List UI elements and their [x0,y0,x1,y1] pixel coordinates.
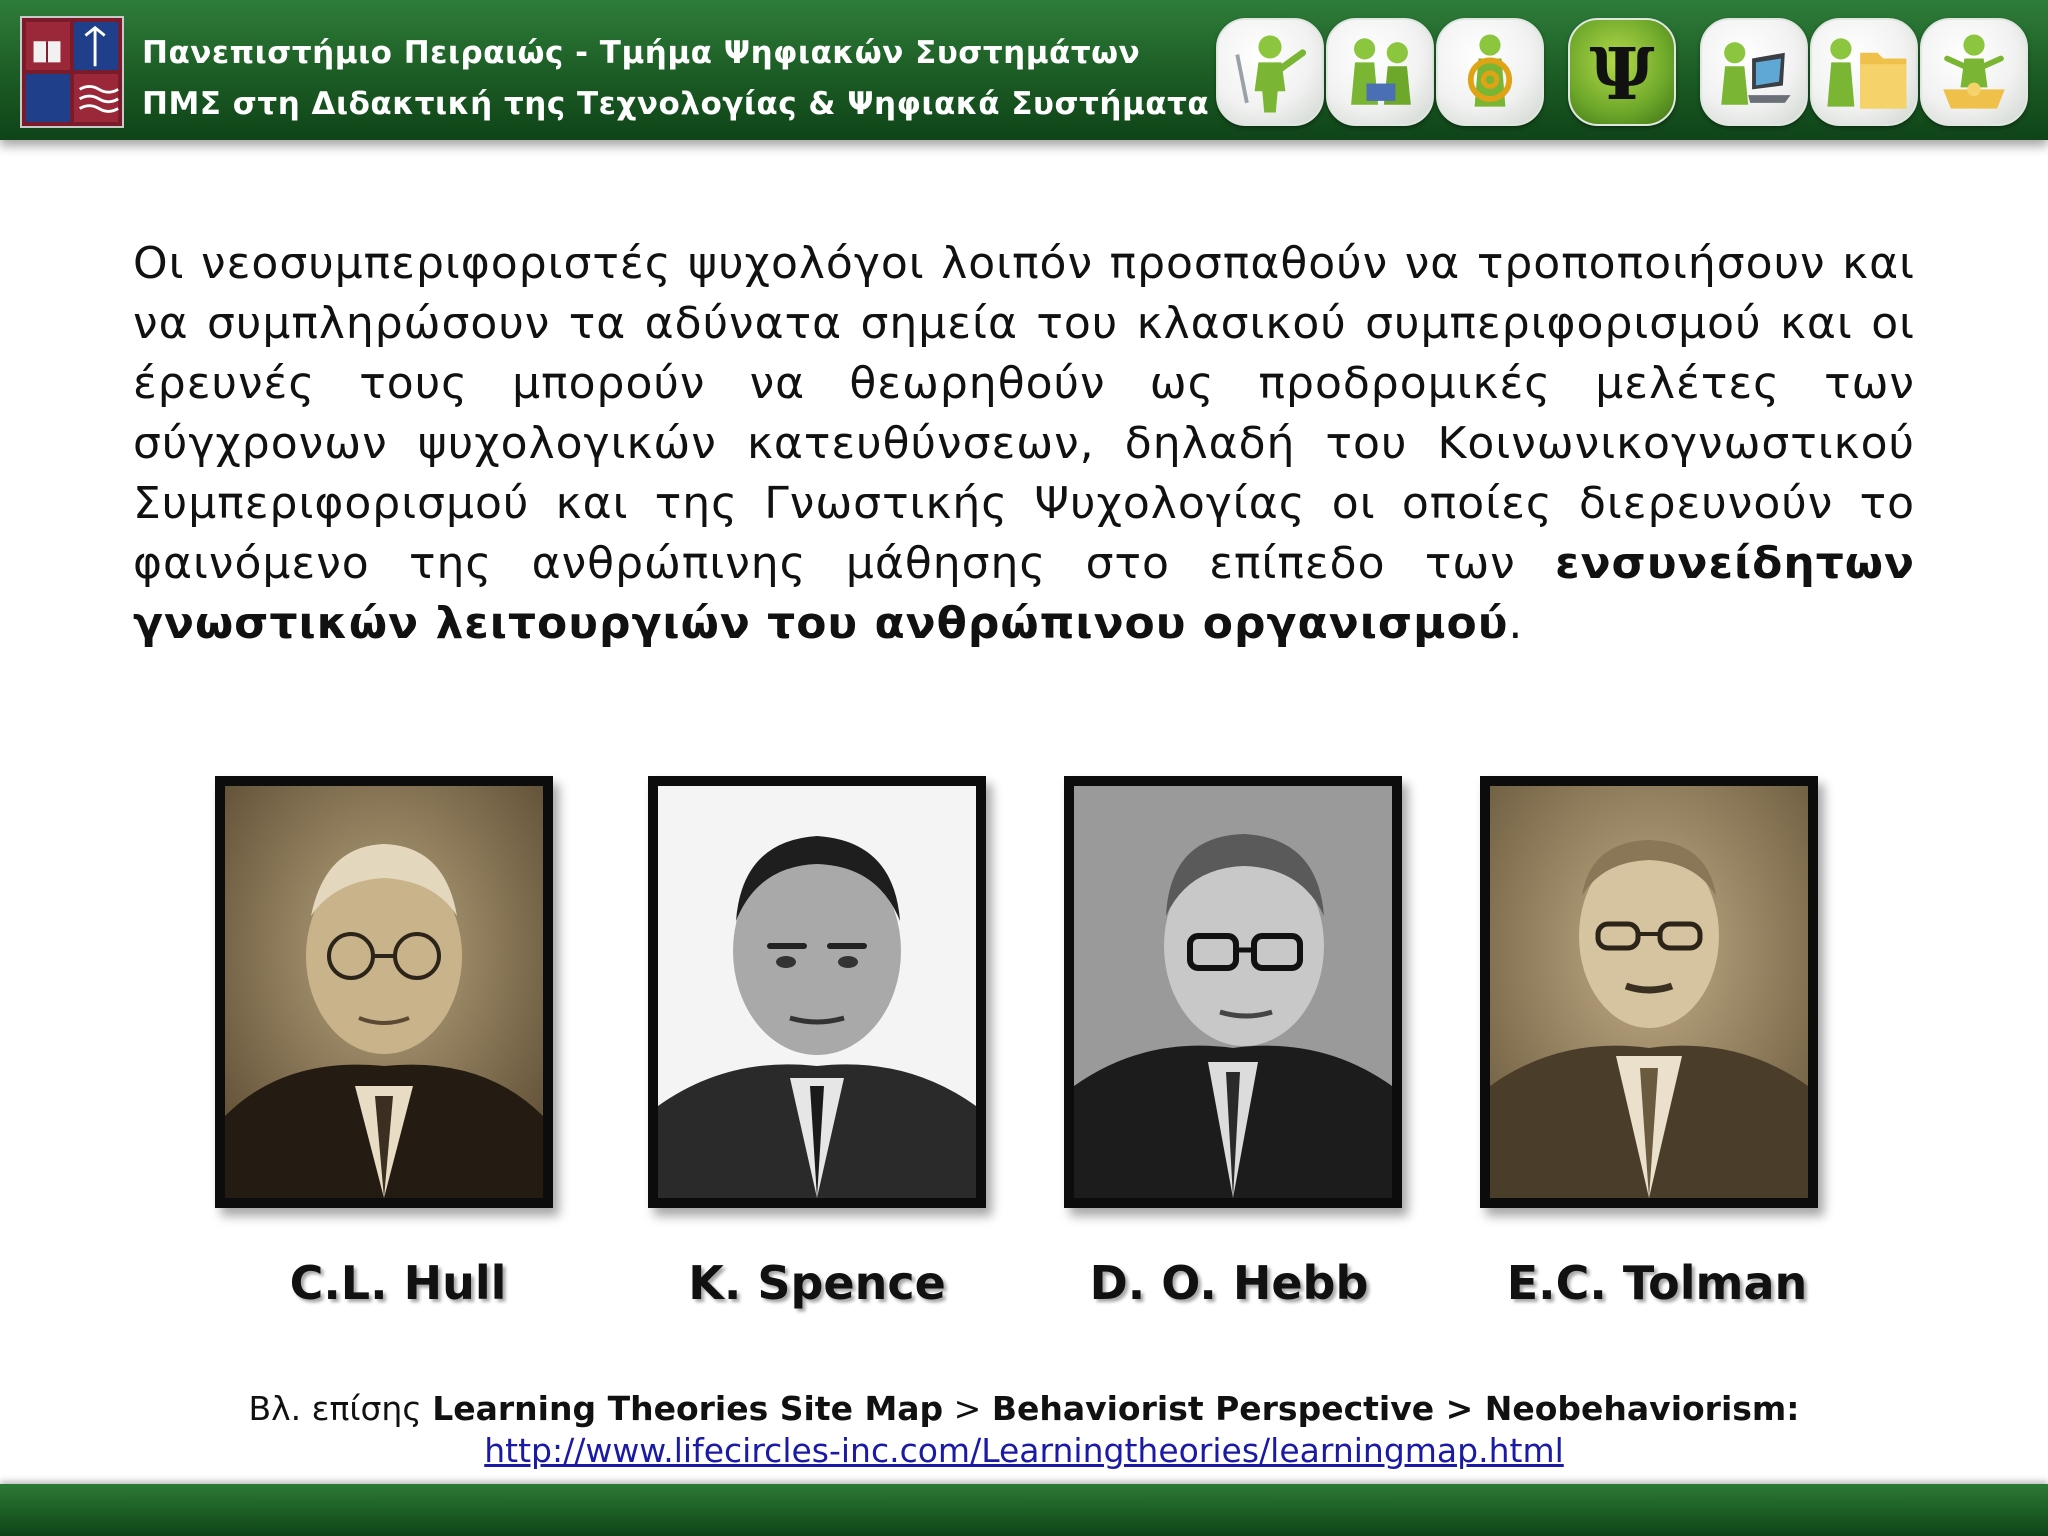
psi-glyph: Ψ [1589,31,1655,116]
reference-separator: > [943,1389,992,1428]
portrait-name-spence: K. Spence [688,1256,946,1310]
portrait-name-tolman: E.C. Tolman [1506,1256,1808,1310]
university-logo-icon [20,16,124,128]
reference-prefix: Βλ. επίσης [248,1389,433,1428]
paragraph-text: Οι νεοσυμπεριφοριστές ψυχολόγοι λοιπόν προσπαθούν να τροποποιήσουν και να συμπληρώσουν τα αδύνατα σημεία του κλασικού συμπεριφορισμού και οι έρευνές τους μπορούν να θεωρηθούν ως προδρομικές μελέτες των σύγχρονων ψυχολογικών κατευθύνσεων, δηλαδή του Κοινωνικογνωστικού Συμπεριφορισμού και της Γνωστικής Ψυχολογίας οι οποίες διερευνούν το φαινόμενο της ανθρώπινης μάθησης στο επίπεδο των [133,238,1915,589]
header-title-line2: ΠΜΣ στη Διδακτική της Τεχνολογίας & Ψηφιακά Συστήματα [142,86,1210,122]
figure-at-laptop-icon [1700,18,1808,126]
paragraph-end: . [1508,598,1524,649]
header-icon-strip [1216,14,2034,130]
reference-path-part2: Behaviorist Perspective > Neobehaviorism: [991,1389,1800,1428]
main-paragraph [133,234,1915,654]
reference-path-part1: Learning Theories Site Map [432,1389,944,1428]
portrait-name-hull: C.L. Hull [289,1256,507,1310]
portrait-tolman [1480,776,1818,1208]
portrait-hebb [1064,776,1402,1208]
figure-presenting-icon [1216,18,1324,126]
portrait-name-hebb: D. O. Hebb [1089,1256,1369,1310]
header-title [142,28,1209,130]
paragraph-bold-text: ενσυνείδητων γνωστικών λειτουργιών του ανθρώπινου οργανισμού [133,538,1915,649]
portrait-hull [215,776,553,1208]
figure-on-puzzle-icon [1920,18,2028,126]
slide-header [0,0,2048,140]
psi-symbol-icon [1568,18,1676,126]
reference-note [0,1388,2048,1472]
figures-collaborating-icon [1326,18,1434,126]
reference-link[interactable]: http://www.lifecircles-inc.com/Learningtheories/learningmap.html [484,1431,1564,1470]
figure-with-at-sign-icon [1436,18,1544,126]
figure-with-folder-icon [1810,18,1918,126]
header-title-line1: Πανεπιστήμιο Πειραιώς - Τμήμα Ψηφιακών Συστημάτων [142,35,1141,71]
portrait-spence [648,776,986,1208]
slide-footer-bar [0,1484,2048,1536]
reference-path [0,1388,2048,1430]
